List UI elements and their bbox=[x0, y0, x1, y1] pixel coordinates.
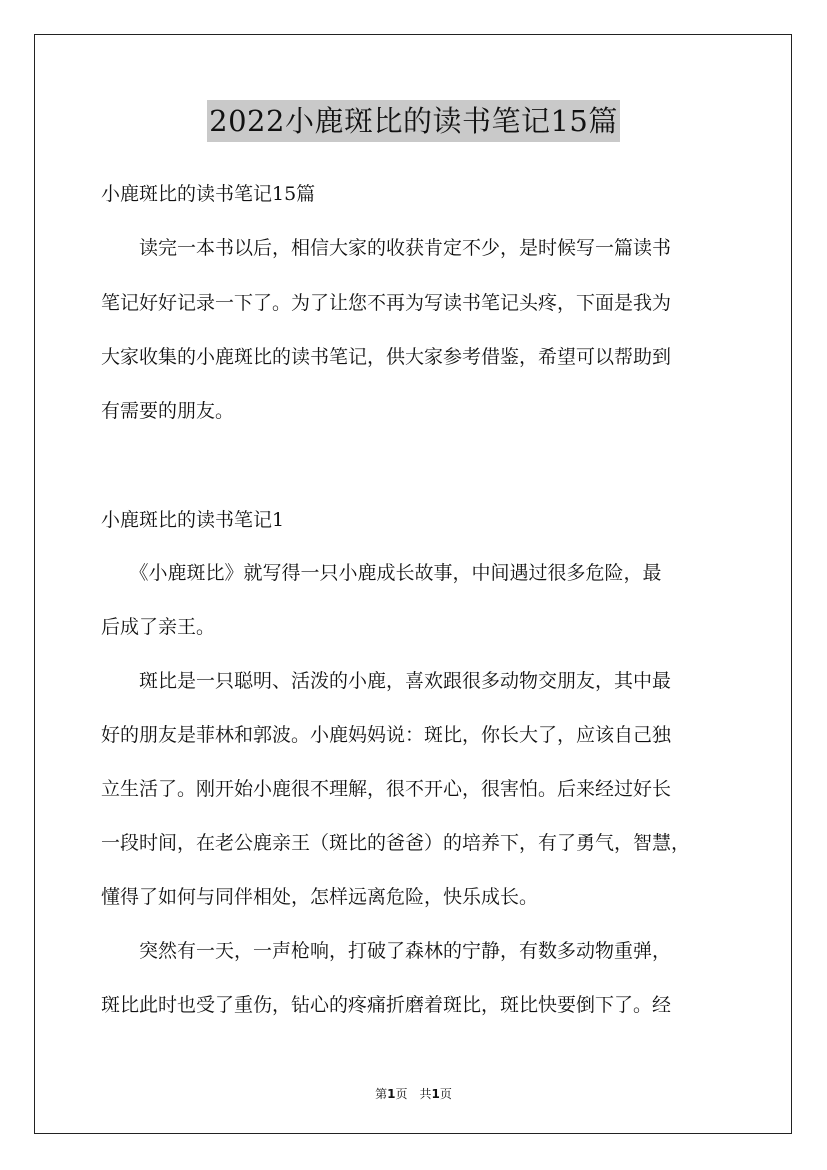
total-page-number: 1 bbox=[431, 1087, 440, 1101]
text-line: 《小鹿斑比》就写得一只小鹿成长故事，中间遇过很多危险，最 bbox=[101, 562, 662, 584]
page-suffix: 页 bbox=[439, 1087, 452, 1101]
text-line: 有需要的朋友。 bbox=[101, 400, 235, 422]
text-line: 好的朋友是菲林和郭波。小鹿妈妈说：斑比，你长大了，应该自己独 bbox=[101, 724, 672, 746]
text-line: 懂得了如何与同伴相处，怎样远离危险，快乐成长。 bbox=[101, 886, 539, 908]
text-line: 后成了亲王。 bbox=[101, 616, 216, 638]
page-mid: 页 共 bbox=[395, 1087, 432, 1101]
section-heading: 小鹿斑比的读书笔记15篇 bbox=[101, 183, 316, 205]
section-heading: 小鹿斑比的读书笔记1 bbox=[101, 509, 285, 531]
text-line: 一段时间，在老公鹿亲王（斑比的爸爸）的培养下，有了勇气，智慧， bbox=[101, 832, 691, 854]
page-prefix: 第 bbox=[375, 1087, 388, 1101]
current-page-number: 1 bbox=[387, 1087, 396, 1101]
text-line: 斑比是一只聪明、活泼的小鹿，喜欢跟很多动物交朋友，其中最 bbox=[101, 670, 672, 692]
page-footer bbox=[0, 1085, 827, 1102]
text-line: 立生活了。刚开始小鹿很不理解，很不开心，很害怕。后来经过好长 bbox=[101, 778, 672, 800]
title-container bbox=[0, 100, 827, 142]
text-line: 突然有一天，一声枪响，打破了森林的宁静，有数多动物重弹， bbox=[101, 940, 672, 962]
text-line: 笔记好好记录一下了。为了让您不再为写读书笔记头疼，下面是我为 bbox=[101, 292, 672, 314]
text-line: 读完一本书以后，相信大家的收获肯定不少，是时候写一篇读书 bbox=[101, 237, 672, 259]
text-line: 斑比此时也受了重伤，钻心的疼痛折磨着斑比，斑比快要倒下了。经 bbox=[101, 994, 672, 1016]
document-title: 2022小鹿斑比的读书笔记15篇 bbox=[207, 100, 620, 142]
text-line: 大家收集的小鹿斑比的读书笔记，供大家参考借鉴，希望可以帮助到 bbox=[101, 346, 672, 368]
